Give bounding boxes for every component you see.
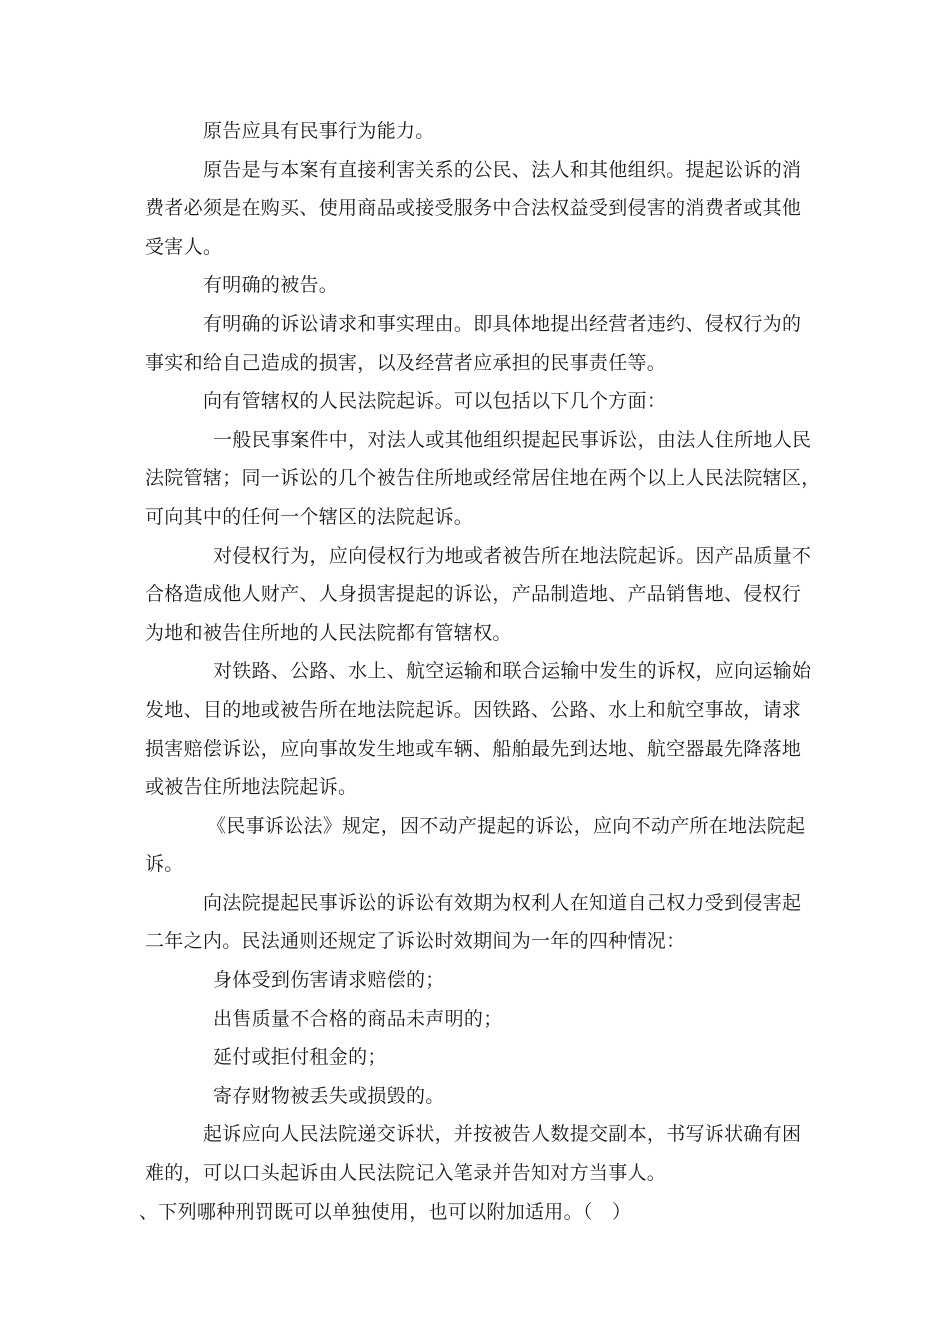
paragraph-line: 受害人。 (145, 235, 223, 258)
question-line: 、下列哪种刑罚既可以单独使用，也可以附加适用。（ ） (139, 1200, 632, 1223)
list-item: 出售质量不合格的商品未声明的； (213, 1007, 503, 1030)
list-item: 身体受到伤害请求赔偿的； (213, 969, 445, 992)
paragraph-line: 《民事诉讼法》规定，因不动产提起的诉讼，应向不动产所在地法院起 (207, 814, 806, 837)
paragraph-line: 发地、目的地或被告所在地法院起诉。因铁路、公路、水上和航空事故，请求 (145, 698, 802, 721)
paragraph-line: 二年之内。民法通则还规定了诉讼时效期间为一年的四种情况： (145, 930, 686, 953)
paragraph-line: 事实和给自己造成的损害，以及经营者应承担的民事责任等。 (145, 351, 667, 374)
paragraph-line: 对侵权行为，应向侵权行为地或者被告所在地法院起诉。因产品质量不 (213, 544, 812, 567)
paragraph-line: 一般民事案件中，对法人或其他组织提起民事诉讼，由法人住所地人民 (213, 428, 812, 451)
paragraph-line: 原告是与本案有直接利害关系的公民、法人和其他组织。提起讼诉的消 (203, 158, 802, 181)
paragraph-line: 有明确的被告。 (203, 274, 339, 297)
paragraph-line: 原告应具有民事行为能力。 (203, 120, 435, 142)
paragraph-line: 为地和被告住所地的人民法院都有管辖权。 (145, 621, 512, 644)
paragraph-line: 有明确的诉讼请求和事实理由。即具体地提出经营者违约、侵权行为的 (203, 312, 802, 335)
list-item: 延付或拒付租金的； (213, 1046, 387, 1069)
list-item: 寄存财物被丢失或损毁的。 (213, 1084, 445, 1107)
paragraph-line: 合格造成他人财产、人身损害提起的诉讼，产品制造地、产品销售地、侵权行 (145, 583, 802, 606)
paragraph-line: 起诉应向人民法院递交诉状，并按被告人数提交副本，书写诉状确有困 (203, 1123, 802, 1146)
paragraph-line: 损害赔偿诉讼，应向事故发生地或车辆、船舶最先到达地、航空器最先降落地 (145, 737, 802, 760)
paragraph-line: 法院管辖；同一诉讼的几个被告住所地或经常居住地在两个以上人民法院辖区， (145, 467, 821, 490)
document-body (139, 112, 821, 1231)
paragraph-line: 可向其中的任何一个辖区的法院起诉。 (145, 505, 474, 528)
paragraph-line: 向法院提起民事诉讼的诉讼有效期为权利人在知道自己权力受到侵害起 (203, 891, 802, 914)
paragraph-line: 费者必须是在购买、使用商品或接受服务中合法权益受到侵害的消费者或其他 (145, 197, 802, 220)
paragraph-line: 诉。 (145, 853, 184, 876)
paragraph-line: 对铁路、公路、水上、航空运输和联合运输中发生的诉权，应向运输始 (213, 660, 812, 683)
paragraph-line: 向有管辖权的人民法院起诉。可以包括以下几个方面： (203, 390, 667, 413)
paragraph-line: 难的，可以口头起诉由人民法院记入笔录并告知对方当事人。 (145, 1162, 667, 1185)
paragraph-line: 或被告住所地法院起诉。 (145, 776, 358, 799)
